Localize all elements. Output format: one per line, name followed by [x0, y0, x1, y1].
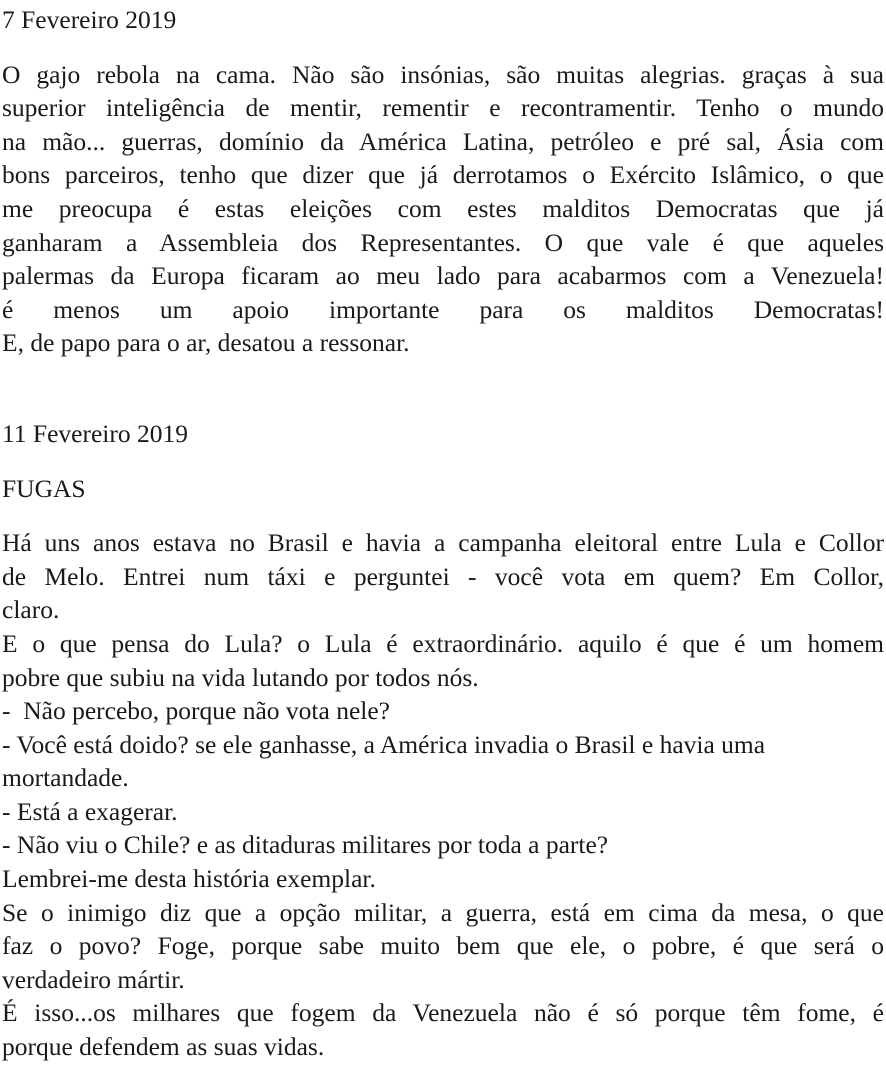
entry-feb-7 [2, 3, 884, 360]
text-line: me preocupa é estas eleições com estes malditos Democratas que já [2, 193, 884, 223]
text-line: - Não percebo, porque não vota nele? [2, 696, 390, 726]
text-line: é menos um apoio importante para os malditos Democratas! [2, 294, 884, 324]
entry-title: FUGAS [2, 473, 86, 503]
spacer [2, 37, 884, 58]
text-line: verdadeiro mártir. [2, 964, 185, 994]
text-line: E, de papo para o ar, desatou a ressonar. [2, 328, 410, 358]
text-line: de Melo. Entrei num táxi e perguntei - você vota em quem? Em Collor, [2, 561, 884, 591]
text-line: - Está a exagerar. [2, 796, 178, 826]
text-line: - Não viu o Chile? e as ditaduras militares por toda a parte? [2, 830, 609, 860]
text-line: na mão... guerras, domínio da América Latina, petróleo e pré sal, Ásia com [2, 126, 884, 156]
spacer [2, 360, 884, 417]
text-line: superior inteligência de mentir, rementir e recontramentir. Tenho o mundo [2, 93, 884, 123]
spacer [2, 505, 884, 526]
text-line: bons parceiros, tenho que dizer que já derrotamos o Exército Islâmico, o que [2, 160, 884, 190]
text-line: Há uns anos estava no Brasil e havia a campanha eleitoral entre Lula e Collor [2, 528, 884, 558]
entry-date: 7 Fevereiro 2019 [2, 5, 177, 34]
text-line: Lembrei-me desta história exemplar. [2, 864, 376, 894]
text-line: porque defendem as suas vidas. [2, 1032, 325, 1062]
text-line: mortandade. [2, 763, 129, 793]
entry-body [2, 526, 884, 1064]
text-line: pobre que subiu na vida lutando por todos nós. [2, 662, 479, 692]
text-line: palermas da Europa ficaram ao meu lado para acabarmos com a Venezuela! [2, 261, 884, 291]
text-line: É isso...os milhares que fogem da Venezuela não é só porque têm fome, é [2, 998, 884, 1028]
text-line: claro. [2, 595, 60, 625]
entry-feb-11 [2, 417, 884, 1064]
text-line: - Você está doido? se ele ganhasse, a América invadia o Brasil e havia uma [2, 729, 766, 759]
entry-paragraph [2, 58, 884, 360]
text-line: O gajo rebola na cama. Não são insónias, são muitas alegrias. graças à sua [2, 59, 884, 89]
text-line: E o que pensa do Lula? o Lula é extraordinário. aquilo é que é um homem [2, 628, 884, 658]
text-line: Se o inimigo diz que a opção militar, a guerra, está em cima da mesa, o que [2, 897, 884, 927]
entry-date: 11 Fevereiro 2019 [2, 418, 189, 448]
text-line: ganharam a Assembleia dos Representantes. O que vale é que aqueles [2, 227, 884, 257]
text-line: faz o povo? Foge, porque sabe muito bem que ele, o pobre, é que será o [2, 931, 884, 961]
document-page [2, 3, 884, 1064]
spacer [2, 451, 884, 472]
